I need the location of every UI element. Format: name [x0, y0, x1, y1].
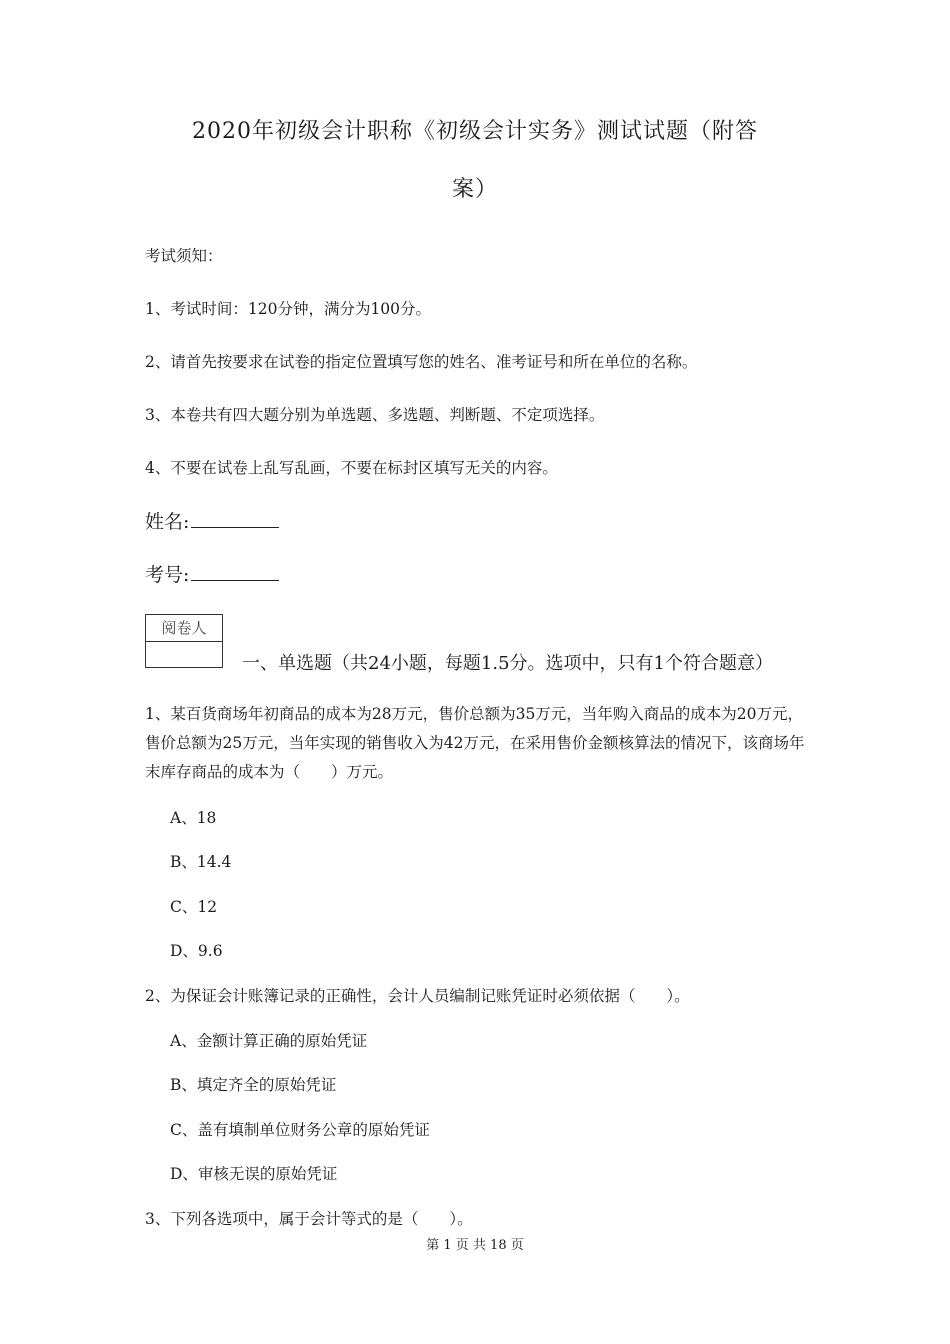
question-3-text: 3、下列各选项中，属于会计等式的是（ ）。 — [145, 1210, 473, 1228]
question-1-text: 1、某百货商场年初商品的成本为28万元，售价总额为35万元，当年购入商品的成本为20万元，售价总额为25万元，当年实现的销售收入为42万元，在采用售价金额核算法的情况下，该商场年末库存商品的成本为（ ）万元。 — [145, 705, 805, 781]
question-1-option-c: C、12 — [170, 898, 218, 916]
instruction-item-3: 3、本卷共有四大题分别为单选题、多选题、判断题、不定项选择。 — [145, 406, 605, 424]
document-title-line-2: 案） — [451, 177, 498, 202]
question-1-option-b: B、14.4 — [170, 853, 232, 871]
name-label: 姓名: — [145, 511, 190, 533]
question-2-option-d: D、审核无误的原始凭证 — [170, 1165, 338, 1183]
section-1-heading: 一、单选题（共24小题，每题1.5分。选项中，只有1个符合题意） — [242, 653, 773, 674]
exam-number-label: 考号: — [145, 564, 190, 586]
question-2-text: 2、为保证会计账簿记录的正确性，会计人员编制记账凭证时必须依据（ ）。 — [145, 987, 690, 1005]
question-2-option-c: C、盖有填制单位财务公章的原始凭证 — [170, 1121, 430, 1139]
instruction-item-4: 4、不要在试卷上乱写乱画，不要在标封区填写无关的内容。 — [145, 459, 558, 477]
question-2-option-a: A、金额计算正确的原始凭证 — [170, 1032, 368, 1050]
instruction-item-2: 2、请首先按要求在试卷的指定位置填写您的姓名、准考证号和所在单位的名称。 — [145, 353, 698, 371]
question-1-option-d: D、9.6 — [170, 942, 223, 960]
question-1-option-a: A、18 — [170, 809, 217, 827]
document-title-line-1: 2020年初级会计职称《初级会计实务》测试试题（附答 — [192, 119, 758, 144]
exam-number-field — [145, 560, 279, 587]
grader-box-label: 阅卷人 — [146, 615, 222, 642]
page-footer: 第 1 页 共 18 页 — [426, 1238, 524, 1253]
instruction-item-1: 1、考试时间：120分钟，满分为100分。 — [145, 300, 432, 318]
grader-box — [145, 614, 223, 668]
name-field — [145, 507, 279, 534]
exam-number-blank — [191, 562, 279, 581]
instructions-heading: 考试须知： — [145, 247, 223, 265]
question-2-option-b: B、填定齐全的原始凭证 — [170, 1076, 337, 1094]
name-blank — [191, 509, 279, 528]
